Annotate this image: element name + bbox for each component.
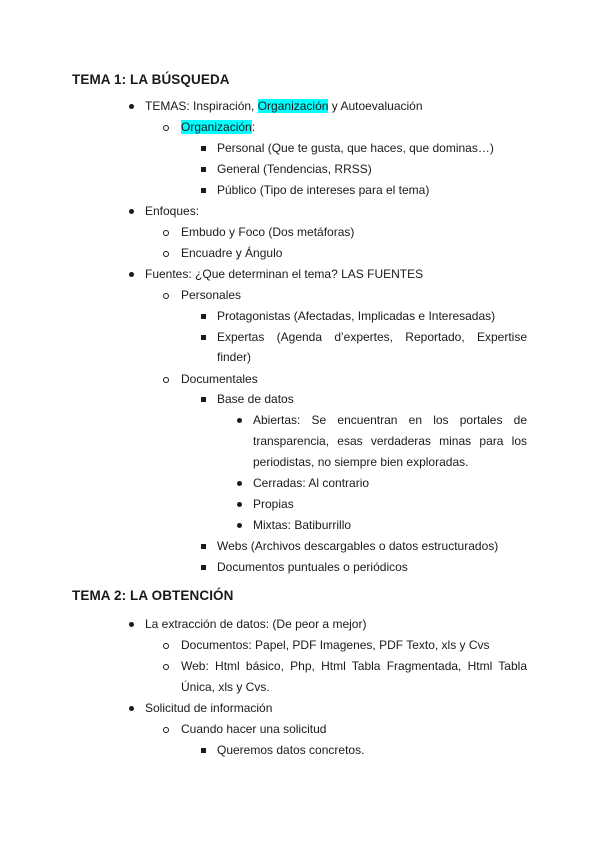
list-item-temas — [145, 97, 423, 115]
bullet-disc — [129, 104, 134, 109]
bullet-circle — [163, 230, 169, 236]
list-item-text: : — [251, 120, 256, 134]
list-item-text: y Autoevaluación — [328, 99, 423, 113]
list-item-general: General (Tendencias, RRSS) — [217, 162, 372, 176]
bullet-circle — [163, 664, 169, 670]
bullet-square — [201, 314, 206, 319]
list-item-abiertas-line3: periodistas, no siempre bien exploradas. — [253, 455, 469, 469]
bullet-square — [201, 335, 206, 340]
list-item-expertas-line2: finder) — [217, 350, 252, 364]
bullet-square — [201, 167, 206, 172]
bullet-circle — [163, 377, 169, 383]
bullet-circle — [163, 251, 169, 257]
bullet-disc — [237, 523, 242, 528]
bullet-disc — [129, 622, 134, 627]
list-item-personal: Personal (Que te gusta, que haces, que dominas…) — [217, 141, 494, 155]
bullet-square — [201, 748, 206, 753]
bullet-disc — [237, 481, 242, 486]
bullet-square — [201, 397, 206, 402]
bullet-square — [201, 146, 206, 151]
highlighted-text: Organización — [181, 120, 252, 134]
list-item-organizacion — [181, 118, 255, 136]
bullet-disc — [237, 502, 242, 507]
highlighted-text: Organización — [257, 99, 329, 113]
bullet-square — [201, 544, 206, 549]
bullet-square — [201, 188, 206, 193]
list-item-fuentes: Fuentes: ¿Que determinan el tema? LAS FUENTES — [145, 267, 424, 281]
list-item-extraccion: La extracción de datos: (De peor a mejor) — [145, 617, 367, 631]
bullet-disc — [129, 209, 134, 214]
bullet-circle — [163, 125, 169, 131]
bullet-square — [201, 565, 206, 570]
list-item-abiertas-line1: Abiertas: Se encuentran en los portales de — [253, 413, 527, 427]
list-item-solicitud: Solicitud de información — [145, 701, 273, 715]
bullet-disc — [129, 706, 134, 711]
list-item-encuadre: Encuadre y Ángulo — [181, 246, 283, 260]
list-item-cerradas: Cerradas: Al contrario — [253, 476, 370, 490]
list-item-documentales: Documentales — [181, 372, 258, 386]
list-item-documentos-tipos: Documentos: Papel, PDF Imagenes, PDF Texto, xls y Cvs — [181, 638, 490, 652]
list-item-enfoques: Enfoques: — [145, 204, 200, 218]
list-item-publico: Público (Tipo de intereses para el tema) — [217, 183, 430, 197]
list-item-propias: Propias — [253, 497, 294, 511]
list-item-personales: Personales — [181, 288, 242, 302]
list-item-documentos-puntuales: Documentos puntuales o periódicos — [217, 560, 408, 574]
bullet-circle — [163, 293, 169, 299]
list-item-queremos: Queremos datos concretos. — [217, 743, 365, 757]
bullet-disc — [237, 418, 242, 423]
list-item-abiertas-line2: transparencia, esas verdaderas minas para los — [253, 434, 527, 448]
list-item-cuando: Cuando hacer una solicitud — [181, 722, 327, 736]
list-item-text: TEMAS: Inspiración, — [145, 99, 258, 113]
section-heading-tema2: TEMA 2: LA OBTENCIÓN — [72, 588, 234, 603]
list-item-expertas-line1: Expertas (Agenda d’expertes, Reportado, Expertise — [217, 330, 527, 344]
list-item-embudo: Embudo y Foco (Dos metáforas) — [181, 225, 355, 239]
list-item-webs: Webs (Archivos descargables o datos estructurados) — [217, 539, 499, 553]
section-heading-tema1: TEMA 1: LA BÚSQUEDA — [72, 72, 230, 87]
list-item-base-datos: Base de datos — [217, 392, 294, 406]
list-item-protagonistas: Protagonistas (Afectadas, Implicadas e Interesadas) — [217, 309, 496, 323]
list-item-mixtas: Mixtas: Batiburrillo — [253, 518, 352, 532]
bullet-circle — [163, 727, 169, 733]
bullet-disc — [129, 272, 134, 277]
list-item-web-line1: Web: Html básico, Php, Html Tabla Fragmentada, Html Tabla — [181, 659, 527, 673]
list-item-web-line2: Única, xls y Cvs. — [181, 680, 270, 694]
bullet-circle — [163, 643, 169, 649]
